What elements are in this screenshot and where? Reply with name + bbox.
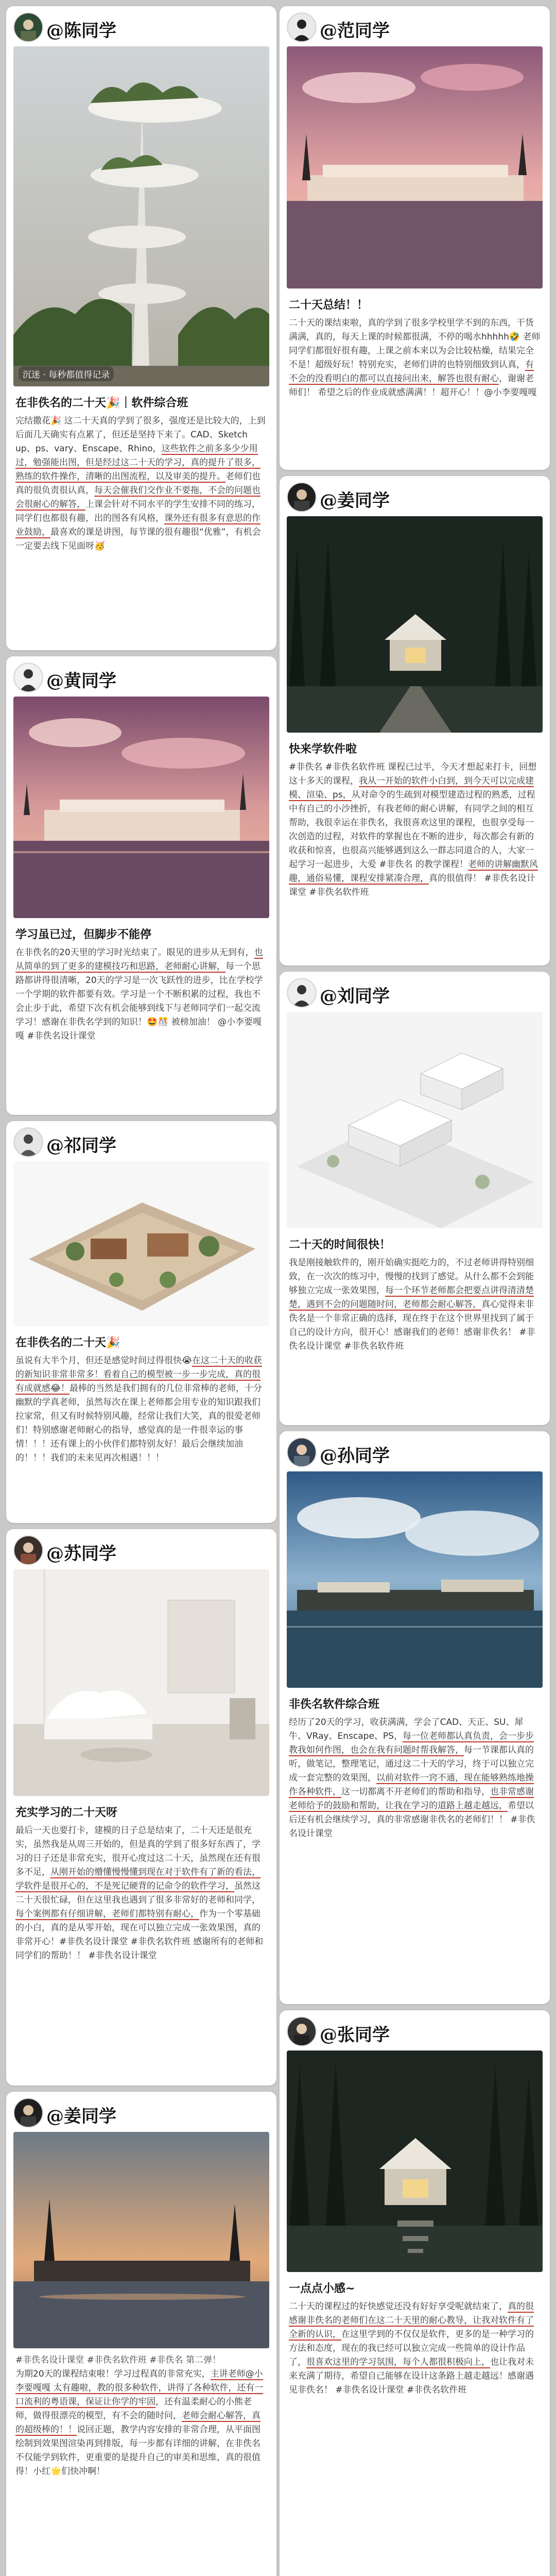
post-text — [289, 316, 541, 400]
text-segment: 完结撒花🎉 这二十天真的学到了很多，强度还是比较大的，上到后面几天确实有点累了，但还是坚持下来了。CAD、Sketch up、ps、vary、Enscape、Rhino， — [15, 416, 266, 454]
post-image[interactable] — [287, 516, 543, 733]
post-body — [280, 2272, 550, 2397]
post-text — [289, 1716, 541, 1841]
highlighted-text: 这些软件之前多多少少用过，勉强能出图，但是经过这二十天的学习，真的提升了很多，熟练的软件操作，清晰的出图流程，以及审美的提升。 — [15, 444, 260, 482]
post-card[interactable] — [6, 1529, 276, 2086]
post-image[interactable] — [13, 1569, 269, 1796]
post-text — [15, 2353, 267, 2479]
post-title: 快来学软件啦 — [289, 743, 357, 756]
avatar[interactable] — [13, 663, 43, 692]
post-header — [6, 6, 276, 46]
highlighted-text: 从刚开始的懵懂慢慢懂到现在对于软件有了新的看法，学软件是很开心的，不是死记硬背的记命令的软件学习， — [15, 1867, 260, 1891]
post-body — [6, 2348, 276, 2479]
text-segment: #非佚名 #非佚名软件班 课程已过半，今天才想起来打卡，回想这十多天的课程， — [289, 762, 537, 786]
author-name[interactable]: @刘同学 — [320, 986, 390, 1007]
post-card[interactable] — [6, 6, 276, 650]
highlighted-text: 有不会的没看明白的都可以直接问出来，解答也很有耐心 — [289, 360, 534, 384]
text-segment: 虽然这二十天很忙碌，但在这里我也遇到了很多非常好的老师和同学， — [15, 1881, 260, 1905]
text-segment: 二十天的课结束啦，真的学到了很多学校里学不到的东西，干货满满，真的，每天上课的时候都很满，不停的喝水hhhhh🤣 老师同学们都很好很有趣，上课之前本来以为会比较枯燥，结果完全不是！超级好玩！特别充实，老师们讲的也特别细致到认真， — [289, 318, 541, 370]
highlighted-text: 每一个环节老师都会把要点讲得清清楚楚，遇到不会的问题随时问，老师都会耐心解答， — [289, 1285, 534, 1310]
post-card[interactable] — [280, 6, 550, 470]
post-body — [280, 1228, 550, 1353]
text-segment: 二十天的课程过的好快感觉还没有好好享受呢就结束了， — [289, 2301, 508, 2312]
highlighted-text: 在这二十天的收获的新知识非常非常多！看着自己的模型被一步一步完成，真的很有成就感😂！ — [15, 1355, 262, 1394]
author-name[interactable]: @姜同学 — [46, 2106, 116, 2127]
post-image[interactable] — [13, 46, 269, 386]
post-image[interactable] — [287, 2050, 543, 2272]
post-text — [15, 414, 267, 553]
post-body — [6, 1326, 276, 1465]
post-body — [6, 386, 276, 553]
post-header — [280, 972, 550, 1012]
avatar[interactable] — [287, 978, 317, 1008]
post-body — [6, 1796, 276, 1963]
highlighted-text: 每天会催我们交作业不要拖，不会的问题也会很耐心的解答， — [15, 485, 260, 510]
post-title: 在非佚名的二十天🎉 — [15, 1336, 120, 1349]
avatar[interactable] — [287, 2016, 317, 2046]
post-header — [280, 1431, 550, 1471]
text-segment: 特别感谢老师耐心的指导，感觉真的是一件很幸运的事情！！！还有课上的小伙伴们都特别友好！最后会继续加油的！！！ — [15, 1425, 243, 1463]
post-image[interactable] — [13, 2132, 269, 2348]
post-body — [280, 733, 550, 900]
avatar[interactable] — [13, 1535, 43, 1565]
text-segment: 最棒的当然是我们拥有的几位非常棒的老师，十分幽默的学真老师，虽然每次在课上老师都会用专业的知识跟我们拉家常，但又有时候特别风趣，经常让我们大笑，真的很爱老师们！ — [15, 1383, 262, 1435]
highlighted-text: 以前对软件一窍不通，现在能够熟练地操作各种软件， — [289, 1773, 534, 1797]
image-watermark: 沉迷 · 每秒都值得记录 — [19, 366, 114, 381]
avatar[interactable] — [287, 1437, 317, 1467]
post-title: 充实学习的二十天呀 — [15, 1806, 118, 1819]
highlighted-text: 我从一开始的软件小白到，到今天可以完成建模、渲染、ps， — [289, 776, 534, 800]
highlighted-text: 每一位老师都认真负责，会一步步教我如何作图，也会在我有问题时帮我解答， — [289, 1731, 534, 1755]
author-name[interactable]: @祁同学 — [46, 1136, 116, 1156]
text-segment: 为期20天的课程结束啦！学习过程真的非常充实， — [15, 2369, 211, 2379]
text-segment: 虽说有大半个月，但还是感觉时间过得很快😭 — [15, 1355, 192, 1366]
text-segment: 我们的未来见再次相遇！！！ — [50, 1453, 164, 1463]
avatar[interactable] — [13, 1127, 43, 1157]
post-card[interactable] — [280, 2010, 550, 2576]
post-body — [280, 1688, 550, 1841]
post-text — [15, 946, 267, 1043]
text-segment: 每一节课都认真的听，做笔记，整理笔记，通过这二十天的学习，终于可以独立完成一套完整的效果图， — [289, 1745, 534, 1783]
post-header — [6, 1121, 276, 1161]
text-segment: 也让我对未来充满了期待，希望自己能够在设计这条路上越走越远！感谢遇见非佚名！ #非佚名设计课堂 #非佚名软件班 — [289, 2357, 534, 2395]
post-header — [280, 2010, 550, 2050]
text-segment: 大爱 #非佚名 的教学课程！ — [359, 859, 468, 870]
text-segment: 说回正题，教学内容安排的非常合理，从平面图绘制到效果图渲染再到排版，每一步都有详细的讲解， — [15, 2425, 260, 2449]
author-name[interactable]: @孙同学 — [320, 1446, 390, 1466]
post-card[interactable] — [6, 656, 276, 1115]
post-header — [6, 656, 276, 697]
author-name[interactable]: @苏同学 — [46, 1544, 116, 1564]
post-text — [289, 1256, 541, 1353]
text-segment: 希望以后还有机会继续学习，真的非常感谢非佚名的老师们！！ #非佚名设计课堂 — [289, 1801, 535, 1839]
text-segment: #非佚名设计课堂 #非佚名软件班 感谢所有的老师和同学们的帮助！！ #非佚名设计课堂 — [15, 1937, 264, 1961]
text-segment: 这一切都离不开老师们的帮助和指导， — [341, 1787, 490, 1797]
text-segment: #非佚名设计课堂 #非佚名软件班 #非佚名 第二弹！ — [15, 2355, 221, 2365]
avatar[interactable] — [287, 482, 317, 512]
highlighted-text: 真的很感谢非佚名的老师们在这二十天里的耐心教导，让我对软件有了全新的认识， — [289, 2301, 534, 2340]
author-name[interactable]: @范同学 — [320, 21, 390, 41]
text-segment: 我是刚接触软件的，刚开始确实挺吃力的，不过老师讲得特别细致，在一次次的练习中，慢慢的找到了感觉。从什么都不会到能够独立完成一张效果图， — [289, 1258, 534, 1296]
avatar[interactable] — [287, 12, 317, 42]
text-segment: 每一个思路都讲得很清晰，20天的学习是一次飞跃性的进步，比在学校学一个学期的软件都要有效。学习是一个不断积累的过程，我也不会止步于此，希望下次有机会能够到线下与老师同学们一起交流学习！感谢在非佚名学到的知识！🤩🎊 被榜加油！ @小李要嘎嘎 #非佚名设计课堂 — [15, 961, 263, 1041]
text-segment: 在这里学到的不仅仅是软件，更多的是一种学习的方法和态度，现在的我已经可以独立完成一些简单的设计作品了， — [289, 2329, 534, 2367]
post-body — [6, 918, 276, 1043]
highlighted-text: 老师会耐心解答，真的超级棒的！！ — [15, 2411, 260, 2435]
post-text — [15, 1354, 267, 1465]
text-segment: 经历了20天的学习，收获满满，学会了CAD、天正、SU、犀牛、VRay、Enscape、PS， — [289, 1717, 524, 1741]
author-name[interactable]: @姜同学 — [320, 490, 390, 511]
author-name[interactable]: @陈同学 — [46, 21, 116, 41]
post-text — [15, 1824, 267, 1963]
post-title: 在非佚名的二十天🎉｜软件综合班 — [15, 397, 188, 410]
post-body — [280, 289, 550, 400]
post-card[interactable] — [280, 476, 550, 965]
highlighted-text: 也从简单的到了更多的建模技巧和思路，老师耐心讲解， — [15, 947, 263, 972]
text-segment: 老师们也真的很负责很认真， — [15, 471, 260, 496]
post-image[interactable] — [287, 46, 543, 289]
text-segment: 作为一个零基础的小白，真的是从零开始，现在可以独立完成一张效果图，真的非常开心！ — [15, 1909, 260, 1947]
highlighted-text: 很喜欢这里的学习氛围，每个人都很积极向上， — [306, 2357, 490, 2367]
author-name[interactable]: @张同学 — [320, 2025, 390, 2045]
post-card[interactable] — [6, 2092, 276, 2576]
post-image[interactable] — [13, 697, 269, 918]
author-name[interactable]: @黄同学 — [46, 671, 116, 691]
post-title: 一点点小感~ — [289, 2282, 355, 2295]
post-title: 二十天总结！！ — [289, 299, 369, 312]
text-segment: 上课会针对不同水平的学生安排不同的练习，同学们也都很有趣，出的图各有风格， — [15, 499, 260, 523]
text-segment: 在非佚名的20天里的学习时光结束了。眼见的进步从无到有， — [15, 947, 254, 958]
post-image[interactable] — [287, 1471, 543, 1688]
text-segment: 最喜欢的课是讲图，每节课的很有趣很“优雅”，有机会一定要去线下见面呀🥳 — [15, 527, 261, 551]
avatar[interactable] — [13, 12, 43, 42]
highlighted-text: 每个案例都有仔细讲解，老师们都特别有耐心， — [15, 1909, 199, 1919]
text-segment: 真的很值得！ #非佚名设计课堂 #非佚名软件班 — [289, 873, 535, 897]
text-segment: 在非佚名不仅能学到软件，更重要的是提升自己的审美和思维，真的很值得！小红🌟们快冲啊！ — [15, 2438, 260, 2477]
text-segment: 从对命令的生疏到对模型建造过程的熟悉，过程中有自己的小沙挫折，有我老师的耐心讲解，有同学之间的相互帮助，我很幸运在非佚名，我很喜欢这里的课程，也很享受每一次创造的过程，对软件的掌握也在不断的进步，每次都会有新的收获和惊喜，也很高兴能够遇到这么一群志同道合的人，大家一起学习一起进步， — [289, 790, 535, 870]
avatar[interactable] — [13, 2098, 43, 2128]
post-text — [289, 2300, 541, 2397]
post-card[interactable] — [6, 1121, 276, 1523]
post-header — [6, 1529, 276, 1569]
post-header — [280, 6, 550, 46]
post-title: 非佚名软件综合班 — [289, 1698, 380, 1711]
text-segment: 真心觉得来非佚名是一个非常正确的选择，现在终于在这个世界里找到了属于自己的设计方向，很开心！感谢我们的老师！感谢非佚名！ #非佚名设计课堂 #非佚名软件班 — [289, 1299, 535, 1351]
post-header — [280, 476, 550, 516]
highlighted-text: 课外还有很多有意思的作业鼓励， — [15, 513, 260, 537]
highlighted-text: 也非常感谢老师给予的鼓励和帮助，让我在学习的道路上越走越远， — [289, 1787, 534, 1811]
post-image[interactable] — [13, 1161, 269, 1326]
post-text — [289, 760, 541, 900]
post-header — [6, 2092, 276, 2132]
highlighted-text: 老师的讲解幽默风趣，通俗易懂，课程安排紧凑合理， — [289, 859, 538, 884]
highlighted-text: 主讲老师@小李要嘎嘎 太有趣啦，教的很多种软件，讲得了各种软件，还有一口流利的粤语课，保证让你学的牢固 — [15, 2369, 264, 2407]
text-segment: ，谢谢老师们！ 希望之后的作业成就感满满！！超开心！！@小李要嘎嘎 — [289, 374, 537, 398]
post-title: 二十天的时间很快！ — [289, 1239, 391, 1251]
post-image[interactable] — [287, 1012, 543, 1228]
post-card[interactable] — [280, 972, 550, 1425]
post-card[interactable] — [280, 1431, 550, 2004]
text-segment: ，还有温柔耐心的小熊老师，做得很漂亮的模型，有不会的随时问， — [15, 2397, 252, 2421]
post-title: 学习虽已过，但脚步不能停 — [15, 928, 152, 941]
text-segment: 最后一天也要打卡，建模的日子总是结束了，二十天还是很充实，虽然我是从周三开始的，但是真的学到了很多好东西了，学习的日子还是非常充实，很开心度过这二十天，虽然现在还有很多不足， — [15, 1825, 260, 1877]
